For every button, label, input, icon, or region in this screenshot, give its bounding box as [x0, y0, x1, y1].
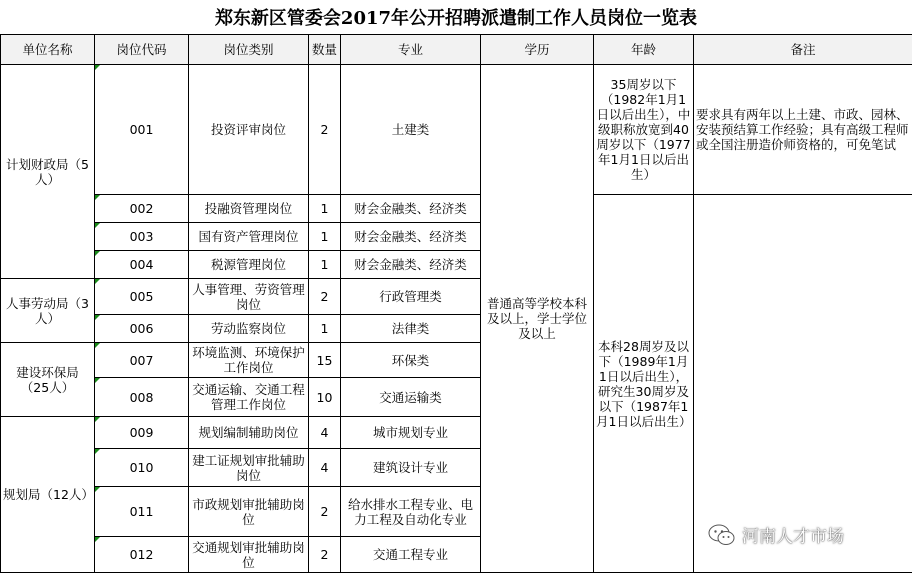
major-cell: 行政管理类 [341, 279, 481, 315]
major-cell: 财会金融类、经济类 [341, 223, 481, 251]
header-code: 岗位代码 [95, 35, 189, 65]
header-education: 学历 [481, 35, 594, 65]
age-cell: 本科28周岁及以下（1989年1月1日以后出生），研究生30周岁及以下（1987年1月1日以后出生） [594, 195, 694, 573]
note-cell: 要求具有两年以上土建、市政、园林、安装预结算工作经验；具有高级工程师或全国注册造价师资格的，可免笔试 [694, 65, 912, 195]
unit-cell: 规划局（12人） [1, 417, 95, 573]
major-cell: 建筑设计专业 [341, 449, 481, 487]
page-title: 郑东新区管委会2017年公开招聘派遣制工作人员岗位一览表 [214, 8, 698, 29]
unit-cell: 计划财政局（5人） [1, 65, 95, 279]
category-cell: 交通规划审批辅助岗位 [189, 537, 309, 573]
major-cell: 土建类 [341, 65, 481, 195]
code-cell: 007 [95, 343, 189, 378]
count-cell: 1 [309, 195, 341, 223]
count-cell: 10 [309, 378, 341, 417]
note-cell [694, 195, 912, 573]
category-cell: 环境监测、环境保护工作岗位 [189, 343, 309, 378]
major-cell: 给水排水工程专业、电力工程及自动化专业 [341, 487, 481, 537]
count-cell: 1 [309, 223, 341, 251]
category-cell: 交通运输、交通工程管理工作岗位 [189, 378, 309, 417]
category-cell: 投融资管理岗位 [189, 195, 309, 223]
age-cell: 35周岁以下（1982年1月1日以后出生），中级职称放宽到40周岁以下（1977年1月1日以后出生） [594, 65, 694, 195]
wechat-icon [708, 524, 736, 546]
header-unit: 单位名称 [1, 35, 95, 65]
watermark [708, 522, 844, 547]
code-cell: 011 [95, 487, 189, 537]
code-cell: 001 [95, 65, 189, 195]
header-note: 备注 [694, 35, 912, 65]
count-cell: 1 [309, 251, 341, 279]
code-cell: 002 [95, 195, 189, 223]
code-cell: 008 [95, 378, 189, 417]
code-cell: 006 [95, 315, 189, 343]
category-cell: 建工证规划审批辅助岗位 [189, 449, 309, 487]
count-cell: 2 [309, 537, 341, 573]
code-cell: 012 [95, 537, 189, 573]
major-cell: 环保类 [341, 343, 481, 378]
code-cell: 010 [95, 449, 189, 487]
code-cell: 004 [95, 251, 189, 279]
category-cell: 人事管理、劳资管理岗位 [189, 279, 309, 315]
table-row [1, 65, 912, 195]
major-cell: 交通工程专业 [341, 537, 481, 573]
unit-cell: 建设环保局（25人） [1, 343, 95, 417]
category-cell: 市政规划审批辅助岗位 [189, 487, 309, 537]
category-cell: 税源管理岗位 [189, 251, 309, 279]
major-cell: 城市规划专业 [341, 417, 481, 449]
positions-table [0, 34, 912, 573]
unit-cell: 人事劳动局（3人） [1, 279, 95, 343]
table-row [1, 195, 912, 223]
education-cell: 普通高等学校本科及以上，学士学位及以上 [481, 65, 594, 573]
count-cell: 4 [309, 417, 341, 449]
code-cell: 003 [95, 223, 189, 251]
major-cell: 财会金融类、经济类 [341, 195, 481, 223]
header-category: 岗位类别 [189, 35, 309, 65]
count-cell: 2 [309, 65, 341, 195]
category-cell: 规划编制辅助岗位 [189, 417, 309, 449]
header-major: 专业 [341, 35, 481, 65]
code-cell: 005 [95, 279, 189, 315]
count-cell: 15 [309, 343, 341, 378]
major-cell: 交通运输类 [341, 378, 481, 417]
category-cell: 投资评审岗位 [189, 65, 309, 195]
header-age: 年龄 [594, 35, 694, 65]
count-cell: 1 [309, 315, 341, 343]
category-cell: 国有资产管理岗位 [189, 223, 309, 251]
code-cell: 009 [95, 417, 189, 449]
count-cell: 4 [309, 449, 341, 487]
count-cell: 2 [309, 487, 341, 537]
major-cell: 财会金融类、经济类 [341, 251, 481, 279]
watermark-text: 河南人才市场 [742, 527, 844, 547]
major-cell: 法律类 [341, 315, 481, 343]
header-count: 数量 [309, 35, 341, 65]
header-row [1, 35, 912, 65]
count-cell: 2 [309, 279, 341, 315]
category-cell: 劳动监察岗位 [189, 315, 309, 343]
